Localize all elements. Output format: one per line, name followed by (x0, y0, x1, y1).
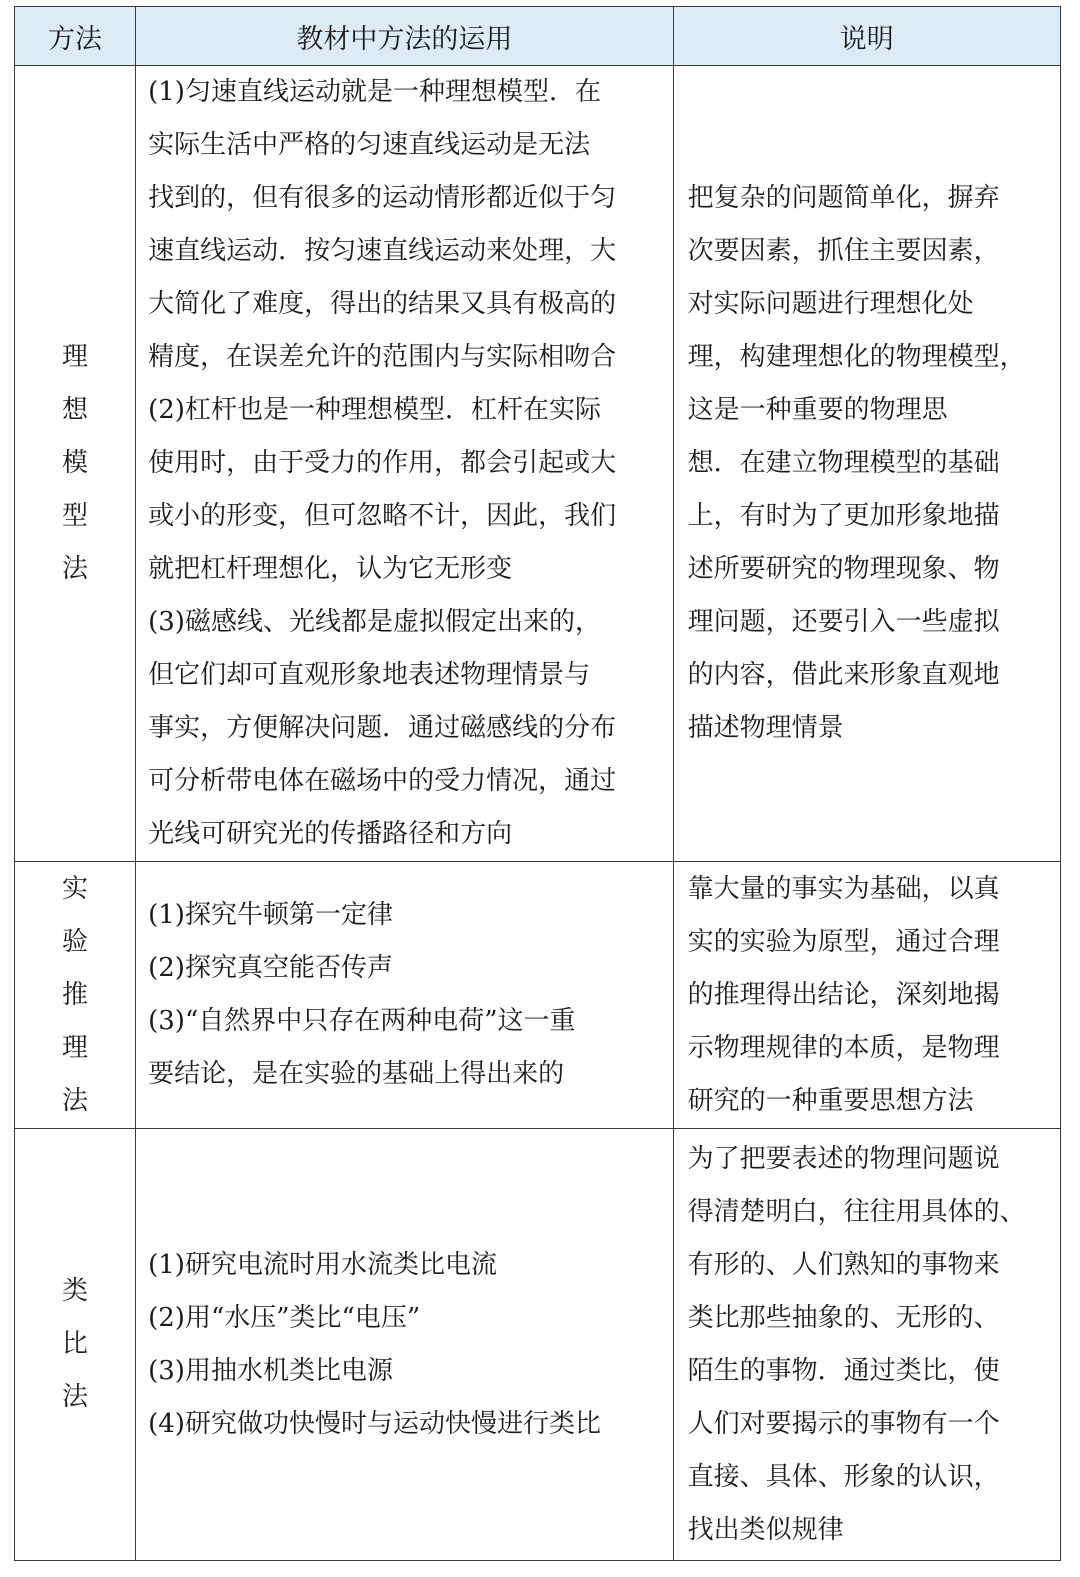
method-char: 理 (62, 342, 89, 372)
description-line: 类比那些抽象的、无形的、 (687, 1302, 1000, 1333)
usage-line: 找到的，但有很多的运动情形都近似于匀 (148, 183, 617, 213)
usage-line: 要结论，是在实验的基础上得出来的 (148, 1059, 565, 1089)
description-line: 研究的一种重要思想方法 (687, 1085, 974, 1116)
description-line: 有形的、人们熟知的事物来 (687, 1249, 1000, 1280)
header-method: 方法 (15, 7, 136, 66)
usage-line: (4)研究做功快慢时与运动快慢进行类比 (148, 1408, 601, 1439)
description-line: 次要因素，抓住主要因素， (687, 236, 1000, 266)
method-char: 法 (62, 1382, 89, 1412)
method-char: 法 (62, 1085, 89, 1116)
usage-line: 事实，方便解决问题．通过磁感线的分布 (148, 713, 617, 743)
description-line: 描述物理情景 (687, 713, 844, 743)
header-usage: 教材中方法的运用 (136, 7, 674, 66)
description-line: 实的实验为原型，通过合理 (687, 926, 1000, 957)
method-char: 推 (62, 979, 89, 1010)
description-cell (673, 1129, 1060, 1561)
description-line: 靠大量的事实为基础，以真 (687, 873, 1000, 904)
description-line: 把复杂的问题简单化，摒弃 (687, 183, 1000, 213)
description-line: 的内容，借此来形象直观地 (687, 660, 1000, 690)
description-line: 述所要研究的物理现象、物 (687, 554, 1000, 584)
method-char: 验 (62, 926, 89, 957)
description-line: 人们对要揭示的事物有一个 (687, 1408, 1000, 1439)
description-line: 直接、具体、形象的认识， (687, 1461, 1000, 1492)
method-char: 型 (62, 501, 89, 531)
method-char: 类 (62, 1276, 89, 1306)
usage-line: (1)研究电流时用水流类比电流 (148, 1249, 497, 1280)
description-line: 为了把要表述的物理问题说 (687, 1143, 1000, 1174)
description-line: 找出类似规律 (687, 1514, 844, 1545)
usage-line: 可分析带电体在磁场中的受力情况，通过 (148, 766, 617, 796)
usage-line: (3)“自然界中只存在两种电荷”这一重 (148, 1006, 576, 1036)
description-cell (673, 66, 1060, 862)
description-line: 这是一种重要的物理思 (687, 395, 948, 425)
table-row (15, 862, 1061, 1129)
header-description: 说明 (673, 7, 1060, 66)
usage-line: 光线可研究光的传播路径和方向 (148, 819, 513, 849)
usage-line: (2)探究真空能否传声 (148, 953, 393, 983)
method-char: 法 (62, 554, 89, 584)
table-header-row (15, 7, 1061, 66)
description-line: 理问题，还要引入一些虚拟 (687, 607, 1000, 637)
usage-line: (3)用抽水机类比电源 (148, 1355, 393, 1386)
method-char: 模 (62, 448, 89, 478)
usage-line: 精度，在误差允许的范围内与实际相吻合 (148, 342, 617, 372)
description-cell (673, 862, 1060, 1129)
usage-cell (136, 862, 674, 1129)
usage-cell (136, 66, 674, 862)
method-cell (15, 862, 136, 1129)
table-row (15, 1129, 1061, 1561)
description-line: 对实际问题进行理想化处 (687, 289, 974, 319)
usage-line: 或小的形变，但可忽略不计，因此，我们 (148, 501, 617, 531)
usage-cell (136, 1129, 674, 1561)
description-line: 的推理得出结论，深刻地揭 (687, 979, 1000, 1010)
description-line: 得清楚明白，往往用具体的、 (687, 1196, 1026, 1227)
usage-line: 速直线运动．按匀速直线运动来处理，大 (148, 236, 617, 266)
method-char: 比 (62, 1329, 89, 1359)
description-line: 陌生的事物．通过类比，使 (687, 1355, 1000, 1386)
usage-line: 大简化了难度，得出的结果又具有极高的 (148, 289, 617, 319)
method-cell (15, 1129, 136, 1561)
usage-line: (2)杠杆也是一种理想模型．杠杆在实际 (148, 395, 601, 425)
usage-line: (2)用“水压”类比“电压” (148, 1302, 421, 1333)
methods-table (14, 6, 1061, 1561)
description-line: 示物理规律的本质，是物理 (687, 1032, 1000, 1063)
usage-line: 使用时，由于受力的作用，都会引起或大 (148, 448, 617, 478)
method-char: 实 (62, 873, 89, 904)
usage-line: 实际生活中严格的匀速直线运动是无法 (148, 130, 591, 160)
method-char: 想 (62, 395, 89, 425)
description-line: 理，构建理想化的物理模型， (687, 342, 1026, 372)
description-line: 上，有时为了更加形象地描 (687, 501, 1000, 531)
method-char: 理 (62, 1032, 89, 1063)
usage-line: (1)探究牛顿第一定律 (148, 900, 393, 930)
usage-line: (3)磁感线、光线都是虚拟假定出来的， (148, 607, 601, 637)
usage-line: 就把杠杆理想化，认为它无形变 (148, 554, 513, 584)
usage-line: (1)匀速直线运动就是一种理想模型．在 (148, 77, 601, 107)
table-row (15, 66, 1061, 862)
method-cell (15, 66, 136, 862)
usage-line: 但它们却可直观形象地表述物理情景与 (148, 660, 591, 690)
description-line: 想．在建立物理模型的基础 (687, 448, 1000, 478)
